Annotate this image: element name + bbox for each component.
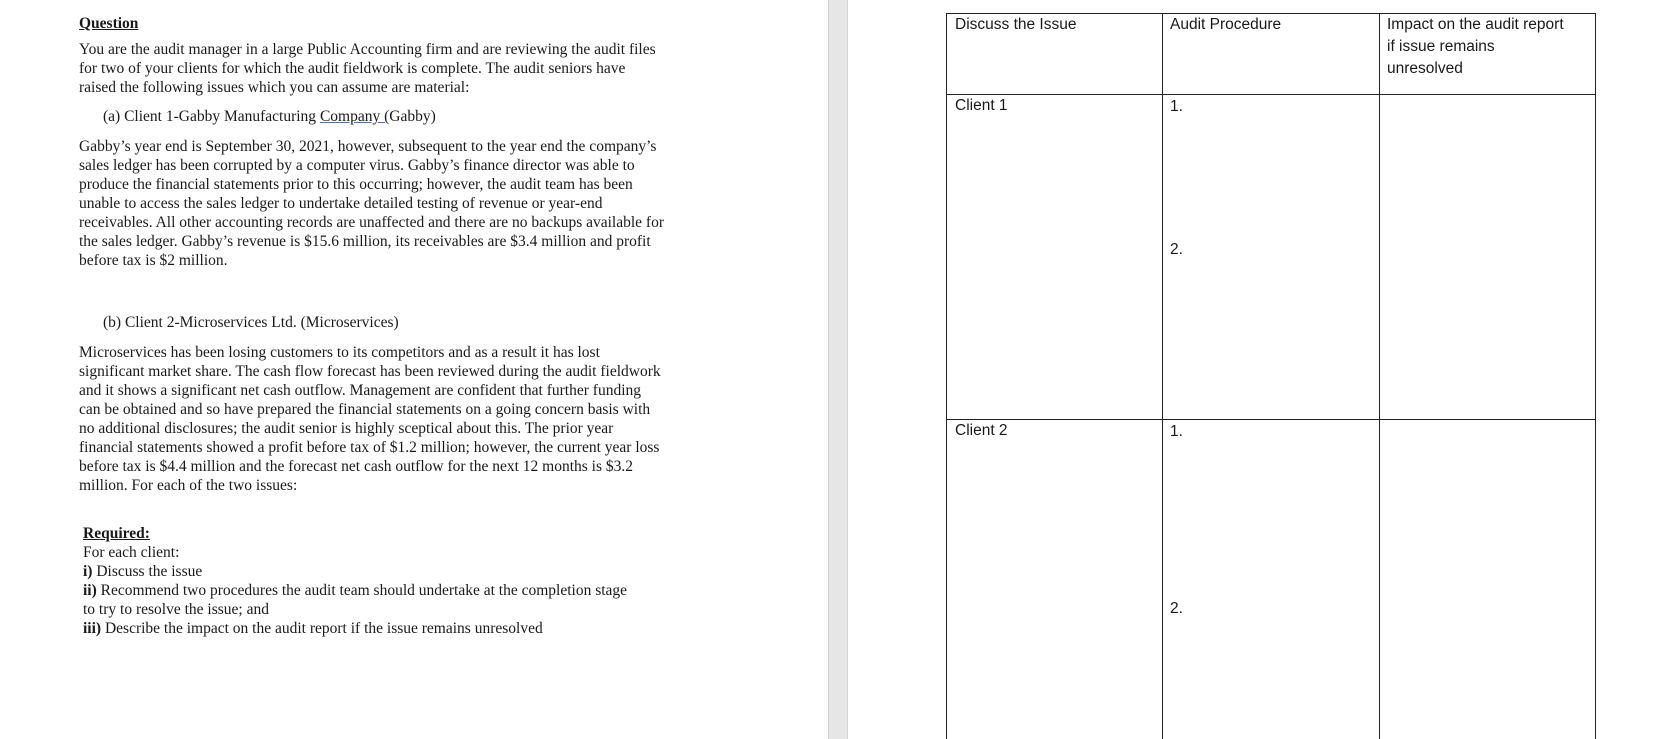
client-a-line: unable to access the sales ledger to undertake detailed testing of revenue or year-end <box>79 195 603 212</box>
required-item-text: to try to resolve the issue; and <box>83 601 269 618</box>
client-a-line: receivables. All other accounting records are unaffected and there are no backups available for <box>79 214 664 231</box>
required-item <box>83 600 269 619</box>
table-row-label-client-1: Client 1 <box>955 97 1008 114</box>
required-item <box>83 562 202 581</box>
client-a-title-underlined: Company ( <box>319 108 390 125</box>
required-item-text: Describe the impact on the audit report if the issue remains unresolved <box>101 620 543 637</box>
required-item-text: Recommend two procedures the audit team should undertake at the completion stage <box>96 582 628 599</box>
client-b-line: no additional disclosures; the audit senior is highly sceptical about this. The prior year <box>79 420 614 437</box>
table-row-divider <box>947 419 1596 420</box>
client-a-line: the sales ledger. Gabby’s revenue is $15.6 million, its receivables are $3.4 million and profit <box>79 233 651 250</box>
table-row-procedure-number: 1. <box>1170 98 1183 115</box>
question-heading: Question <box>79 15 139 32</box>
table-header-procedure: Audit Procedure <box>1170 16 1282 33</box>
required-item-number: ii) <box>83 582 97 599</box>
client-a-title-prefix: (a) Client 1-Gabby Manufacturing <box>103 108 320 125</box>
client-a-title-suffix: Gabby) <box>389 108 436 125</box>
table-header-impact-line: if issue remains <box>1387 38 1495 55</box>
client-b-line: and it shows a significant net cash outflow. Management are confident that further funding <box>79 382 641 399</box>
table-header-discuss: Discuss the Issue <box>955 16 1077 33</box>
required-item-number: iii) <box>83 620 102 637</box>
client-a-line: sales ledger has been corrupted by a computer virus. Gabby’s finance director was able to <box>79 157 635 174</box>
answer-table <box>946 13 1596 739</box>
required-item <box>83 581 627 600</box>
required-item-number: i) <box>83 563 93 580</box>
client-a-title <box>103 107 436 126</box>
table-column-divider <box>1379 14 1380 739</box>
client-a-line: Gabby’s year end is September 30, 2021, however, subsequent to the year end the company’s <box>79 138 657 155</box>
required-heading: Required: <box>83 525 150 542</box>
client-b-line: before tax is $4.4 million and the forecast net cash outflow for the next 12 months is $3.2 <box>79 458 634 475</box>
table-column-divider <box>1162 14 1163 739</box>
table-header-impact-line: unresolved <box>1387 60 1463 77</box>
table-row-procedure-number: 2. <box>1170 600 1183 617</box>
table-row-label-client-2: Client 2 <box>955 422 1008 439</box>
table-header-impact <box>1387 14 1564 80</box>
client-a-line: produce the financial statements prior to this occurring; however, the audit team has been <box>79 176 633 193</box>
client-b-line: million. For each of the two issues: <box>79 477 298 494</box>
document-page-left <box>0 0 828 739</box>
page-gutter <box>828 0 848 739</box>
intro-line: for two of your clients for which the audit fieldwork is complete. The audit seniors have <box>79 60 626 77</box>
required-lead: For each client: <box>83 544 180 561</box>
client-b-line: significant market share. The cash flow forecast has been reviewed during the audit fieldwork <box>79 363 661 380</box>
table-row-divider <box>947 94 1596 95</box>
intro-line: You are the audit manager in a large Public Accounting firm and are reviewing the audit files <box>79 41 656 58</box>
required-item-text: Discuss the issue <box>92 563 203 580</box>
client-b-line: can be obtained and so have prepared the financial statements on a going concern basis with <box>79 401 651 418</box>
table-row-procedure-number: 2. <box>1170 241 1183 258</box>
table-column-divider <box>1595 14 1596 739</box>
table-header-impact-line: Impact on the audit report <box>1387 16 1564 33</box>
table-row-procedure-number: 1. <box>1170 423 1183 440</box>
client-a-line: before tax is $2 million. <box>79 252 228 269</box>
required-item <box>83 619 543 638</box>
client-b-line: financial statements showed a profit before tax of $1.2 million; however, the current year loss <box>79 439 660 456</box>
client-b-line: Microservices has been losing customers to its competitors and as a result it has lost <box>79 344 600 361</box>
client-b-title: (b) Client 2-Microservices Ltd. (Microservices) <box>103 314 399 331</box>
intro-line: raised the following issues which you can assume are material: <box>79 79 470 96</box>
